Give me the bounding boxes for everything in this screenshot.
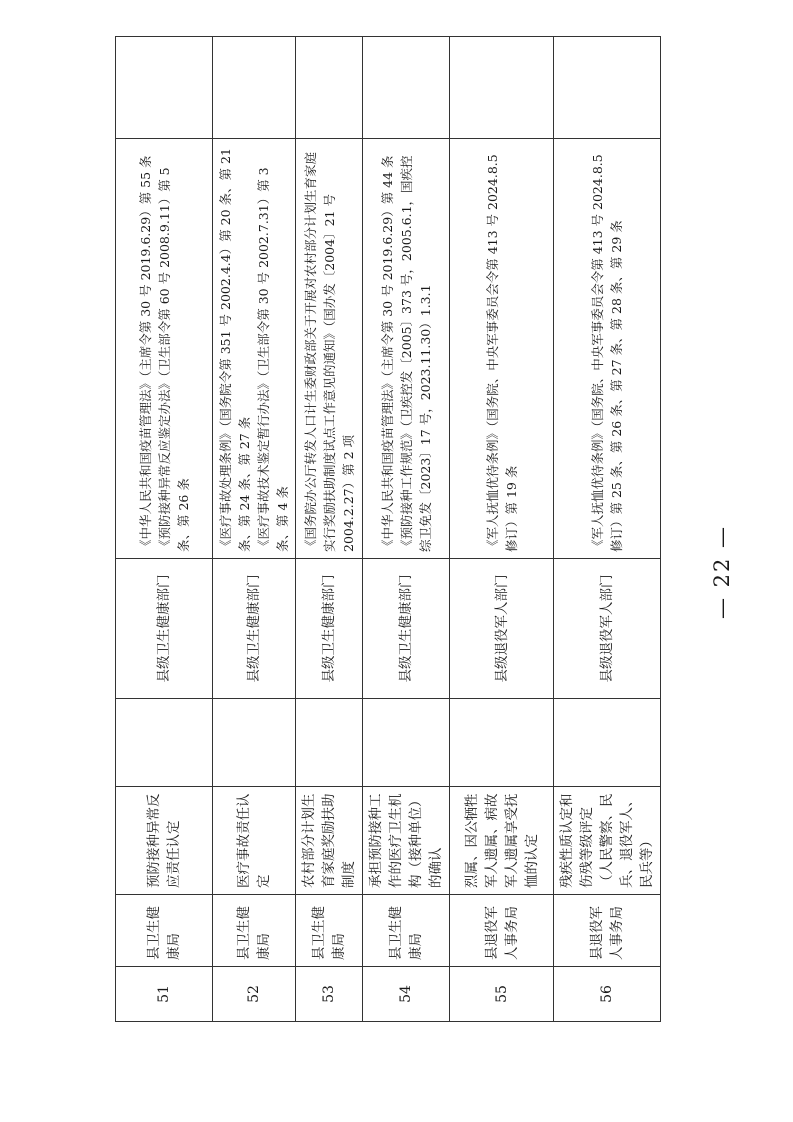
- department-cell: 县退役军人事务局: [554, 895, 661, 967]
- basis-line: 《军人抚恤优待条例》（国务院、中央军事委员会令第 413 号 2024.8.5 修订）第 19 条: [484, 154, 519, 552]
- responsible-cell: 县级卫生健康部门: [116, 559, 213, 699]
- page-number: — 22 —: [710, 524, 734, 620]
- table-row: [213, 37, 296, 1022]
- department-cell: 县卫生健康局: [296, 895, 363, 967]
- blank-cell: [213, 699, 296, 787]
- blank-cell: [554, 699, 661, 787]
- basis-cell: [213, 139, 296, 559]
- basis-cell: [363, 139, 450, 559]
- responsible-cell: 县级卫生健康部门: [213, 559, 296, 699]
- basis-line: 《医疗事故处理条例》（国务院令第 351 号 2002.4.4）第 20 条、第 21 条、第 24 条、第 27 条: [218, 148, 252, 552]
- row-number: 52: [213, 967, 296, 1022]
- item-cell: 医疗事故责任认定: [213, 787, 296, 895]
- basis-line: 《预防接种工作规范》（卫疾控发〔2005〕373 号，2005.6.1，国疾控综卫免发〔2023〕17 号，2023.11.30）1.3.1: [398, 155, 433, 552]
- basis-cell: [116, 139, 213, 559]
- responsible-cell: 县级退役军人部门: [450, 559, 554, 699]
- basis-cell: [450, 139, 554, 559]
- empty-cell: [116, 37, 213, 139]
- department-cell: 县卫生健康局: [116, 895, 213, 967]
- empty-cell: [554, 37, 661, 139]
- blank-cell: [363, 699, 450, 787]
- row-number: 53: [296, 967, 363, 1022]
- responsible-cell: 县级卫生健康部门: [363, 559, 450, 699]
- department-cell: 县退役军人事务局: [450, 895, 554, 967]
- row-number: 51: [116, 967, 213, 1022]
- department-cell: 县卫生健康局: [213, 895, 296, 967]
- empty-cell: [213, 37, 296, 139]
- item-cell: 承担预防接种工作的医疗卫生机构（接种单位）的确认: [363, 787, 450, 895]
- table-row: [116, 37, 213, 1022]
- basis-line: 《军人抚恤优待条例》（国务院、中央军事委员会令第 413 号 2024.8.5 修订）第 25 条、第 26 条、第 27 条、第 28 条、第 29 条: [590, 154, 624, 552]
- item-cell: 预防接种异常反应责任认定: [116, 787, 213, 895]
- blank-cell: [116, 699, 213, 787]
- row-number: 54: [363, 967, 450, 1022]
- table-row: [450, 37, 554, 1022]
- basis-cell: [554, 139, 661, 559]
- basis-line: 《医疗事故技术鉴定暂行办法》（卫生部令第 30 号 2002.7.31）第 3 条、第 4 条: [256, 167, 290, 552]
- basis-line: 《中华人民共和国疫苗管理法》（主席令第 30 号 2019.6.29）第 44 条: [379, 155, 395, 552]
- basis-cell: [296, 139, 363, 559]
- row-number: 56: [554, 967, 661, 1022]
- item-cell: 残疾性质认定和伤残等级评定（人民警察、民兵、退役军人、民兵等）: [554, 787, 661, 895]
- item-cell: 农村部分计划生育家庭奖励扶助制度: [296, 787, 363, 895]
- blank-cell: [296, 699, 363, 787]
- blank-cell: [450, 699, 554, 787]
- basis-line: 《国务院办公厅转发人口计生委财政部关于开展对农村部分计划生育家庭实行奖励扶助制度试点工作意见的通知》（国办发〔2004〕21 号 2004.2.27）第 2 项: [302, 151, 356, 552]
- row-number: 55: [450, 967, 554, 1022]
- department-cell: 县卫生健康局: [363, 895, 450, 967]
- basis-line: 《中华人民共和国疫苗管理法》（主席令第 30 号 2019.6.29）第 55 条: [137, 155, 153, 552]
- empty-cell: [450, 37, 554, 139]
- responsible-cell: 县级退役军人部门: [554, 559, 661, 699]
- empty-cell: [363, 37, 450, 139]
- table-row: [363, 37, 450, 1022]
- table-row: [554, 37, 661, 1022]
- responsibility-table: [115, 36, 661, 1022]
- responsible-cell: 县级卫生健康部门: [296, 559, 363, 699]
- empty-cell: [296, 37, 363, 139]
- item-cell: 烈属、因公牺牲军人遗属、病故军人遗属享受抚恤的认定: [450, 787, 554, 895]
- basis-line: 《预防接种异常反应鉴定办法》（卫生部令第 60 号 2008.9.11）第 5 条、第 26 条: [156, 167, 191, 552]
- table-row: [296, 37, 363, 1022]
